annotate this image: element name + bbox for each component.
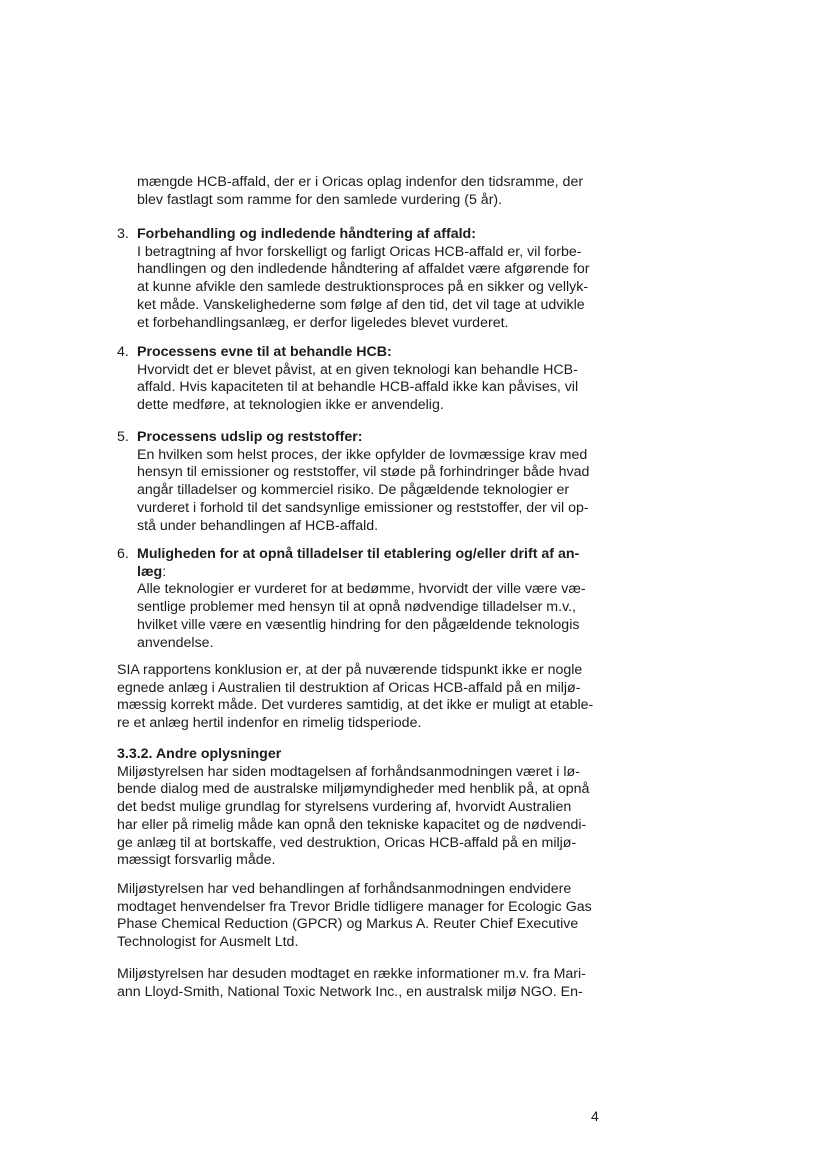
text-line: vurderet i forhold til det sandsynlige emissioner og reststoffer, der vil op- (137, 499, 589, 516)
list-item-4 (117, 344, 617, 415)
text-line: Miljøstyrelsen har desuden modtaget en række informationer m.v. fra Mari- (117, 966, 586, 982)
text-line: dette medføre, at teknologien ikke er anvendelig. (137, 397, 444, 414)
text-line: et forbehandlingsanlæg, er derfor ligeledes blevet vurderet. (137, 314, 509, 331)
text-line: re et anlæg hertil indenfor en rimelig tidsperiode. (117, 715, 422, 732)
list-item-title: Forbehandling og indledende håndtering af affald: (137, 226, 476, 242)
text-line: Technologist for Ausmelt Ltd. (117, 934, 299, 951)
section-heading: 3.3.2. Andre oplysninger (117, 746, 282, 762)
text-line: at kunne afvikle den samlede destruktionsproces på en sikker og vellyk- (137, 279, 589, 296)
text-line: En hvilken som helst proces, der ikke opfylder de lovmæssige krav med (137, 446, 588, 463)
text-line: stå under behandlingen af HCB-affald. (137, 517, 379, 534)
text-line: blev fastlagt som ramme for den samlede vurdering (5 år). (137, 191, 503, 208)
list-item-title-end (137, 564, 617, 582)
text-line: affald. Hvis kapaciteten til at behandle HCB-affald ikke kan påvises, vil (137, 379, 579, 396)
text-line: mængde HCB-affald, der er i Oricas oplag indenfor den tidsramme, der (137, 174, 584, 190)
page-number: 4 (591, 1108, 599, 1124)
text-line: Hvorvidt det er blevet påvist, at en given teknologi kan behandle HCB- (137, 361, 578, 378)
list-item-5 (117, 429, 617, 535)
list-number: 5. (117, 429, 129, 445)
text-line: hensyn til emissioner og reststoffer, vil støde på forhindringer både hvad (137, 464, 590, 481)
list-item-title: Processens evne til at behandle HCB: (137, 344, 392, 360)
section-3-3-2 (117, 746, 637, 870)
text-line: Miljøstyrelsen har siden modtagelsen af forhåndsanmodningen været i lø- (117, 763, 580, 780)
text-line: modtaget henvendelser fra Trevor Bridle tidligere manager for Ecologic Gas (117, 898, 592, 915)
conclusion-paragraph (117, 662, 637, 733)
text-line: ket måde. Vanskelighederne som følge af den tid, det vil tage at udvikle (137, 296, 585, 313)
text-line: handlingen og den indledende håndtering af affaldet være afgørende for (137, 261, 590, 278)
list-item-title: Processens udslip og reststoffer: (137, 429, 363, 445)
text-line: sentlige problemer med hensyn til at opnå nødvendige tilladelser m.v., (137, 599, 576, 616)
text-line: ge anlæg til at bortskaffe, ved destruktion, Oricas HCB-affald på en miljø- (117, 834, 577, 851)
text-line: SIA rapportens konklusion er, at der på nuværende tidspunkt ikke er nogle (117, 662, 583, 678)
text-line: mæssigt forsvarlig måde. (117, 852, 276, 869)
title-colon: : (162, 563, 167, 580)
list-item-3 (117, 226, 617, 332)
text-line: ann Lloyd-Smith, National Toxic Network Inc., en australsk miljø NGO. En- (117, 983, 583, 1000)
list-number: 4. (117, 344, 129, 360)
text-line: mæssig korrekt måde. Det vurderes samtidig, at det ikke er muligt at etable- (117, 697, 594, 714)
text-line: hvilket ville være en væsentlig hindring for den pågældende teknologis (137, 616, 580, 633)
list-item-6 (117, 546, 617, 652)
list-item-title: Muligheden for at opnå tilladelser til etablering og/eller drift af an- (137, 546, 580, 562)
text-line: det bedst mulige grundlag for styrelsens vurdering af, hvorvidt Australien (117, 799, 572, 816)
text-line: anvendelse. (137, 634, 214, 651)
text-line: bende dialog med de australske miljømyndigheder med henblik på, at opnå (117, 781, 590, 798)
list-item-title: læg (137, 563, 163, 580)
bridle-paragraph (117, 881, 637, 952)
intro-paragraph (117, 174, 617, 209)
text-line: har eller på rimelig måde kan opnå den tekniske kapacitet og de nødvendi- (117, 816, 587, 833)
text-line: Miljøstyrelsen har ved behandlingen af forhåndsanmodningen endvidere (117, 881, 572, 897)
text-line: Phase Chemical Reduction (GPCR) og Markus A. Reuter Chief Executive (117, 916, 579, 933)
lloyd-smith-paragraph (117, 966, 637, 1001)
text-line: I betragtning af hvor forskelligt og farligt Oricas HCB-affald er, vil forbe- (137, 243, 582, 260)
list-number: 6. (117, 546, 129, 562)
text-line: angår tilladelser og kommerciel risiko. De pågældende teknologier er (137, 482, 570, 499)
text-line: egnede anlæg i Australien til destruktion af Oricas HCB-affald på en miljø- (117, 679, 581, 696)
list-number: 3. (117, 226, 129, 242)
text-line: Alle teknologier er vurderet for at bedømme, hvorvidt der ville være væ- (137, 581, 586, 598)
